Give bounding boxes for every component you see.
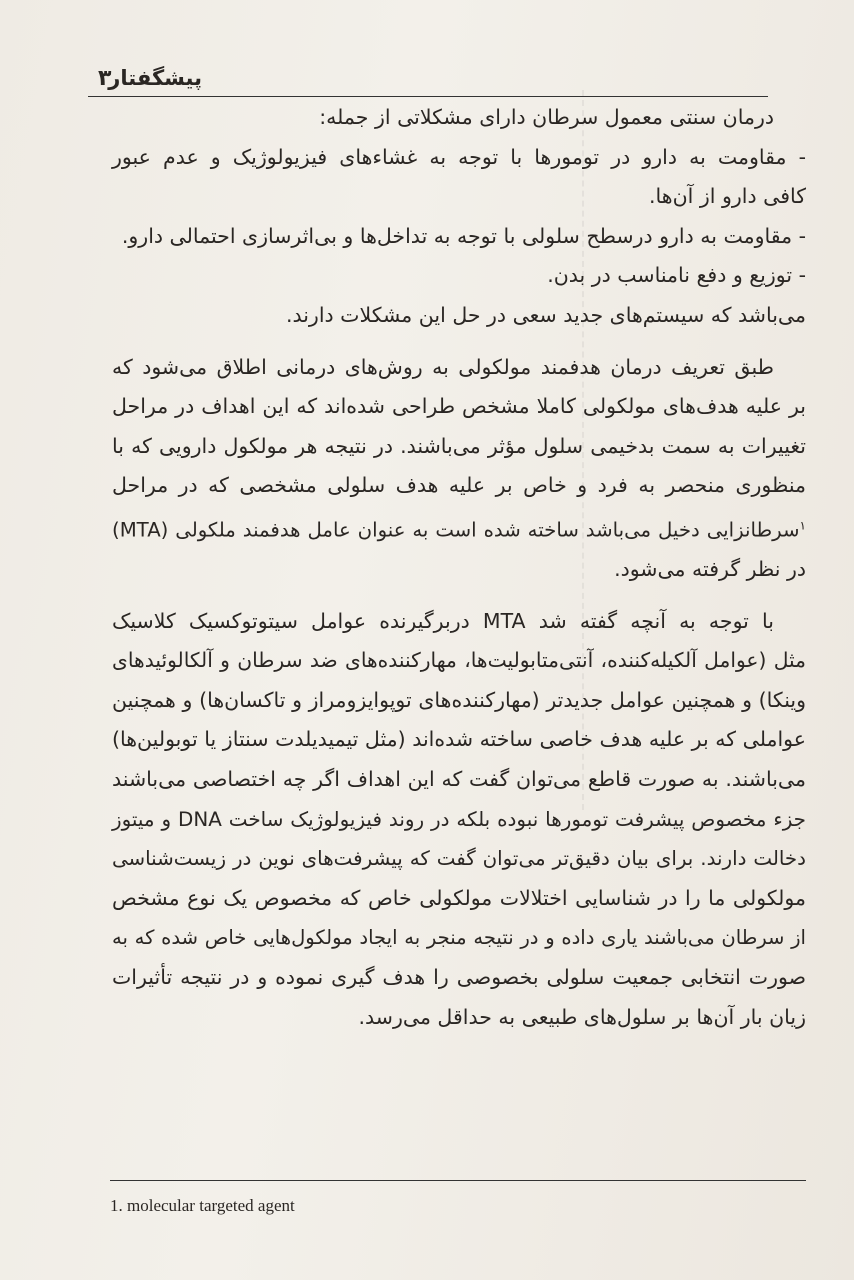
footnote: 1. molecular targeted agent	[110, 1196, 295, 1215]
text-line: - مقاومت به دارو در تومورها با توجه به غشاءهای فیزیولوژیک و عدم عبور	[112, 144, 806, 169]
text-line: می‌باشند. به صورت قاطع می‌توان گفت که این اهداف اگر چه اختصاصی می‌باشند	[112, 767, 806, 792]
text-line: در نظر گرفته می‌شود.	[614, 557, 806, 582]
running-title: پیشگفتار	[108, 66, 202, 90]
text-line: می‌باشد که سیستم‌های جدید سعی در حل این مشکلات دارند.	[285, 302, 806, 327]
text-line: دخالت دارند. برای بیان دقیق‌تر می‌توان گفت که پیشرفت‌های نوین در زیست‌شناسی	[112, 847, 806, 871]
text-line: زیان بار آن‌ها بر سلول‌های طبیعی به حداقل می‌رسد.	[358, 1004, 806, 1029]
text-line: مولکولی ما را در شناسایی اختلالات مولکولی خاص که مخصوص یک نوع مشخص	[112, 885, 806, 910]
text-line: با توجه به آنچه گفته شد MTA دربرگیرنده عوامل سیتوتوکسیک کلاسیک	[112, 608, 774, 633]
footnote-marker: ۱	[799, 517, 806, 532]
text-line: وینکا) و همچنین عوامل جدیدتر (مهارکننده‌های توپوایزومراز و تاکسان‌ها) و همچنین	[112, 687, 806, 712]
footnote-divider	[110, 1180, 806, 1181]
page-header	[88, 62, 768, 97]
text-line: - مقاومت به دارو درسطح سلولی با توجه به تداخل‌ها و بی‌اثرسازی احتمالی دارو.	[121, 223, 806, 248]
text-line: درمان سنتی معمول سرطان دارای مشکلاتی از جمله:	[319, 105, 774, 129]
text-line: جزء مخصوص پیشرفت تومورها نبوده بلکه در روند فیزیولوژیک ساخت DNA و میتوز	[112, 807, 806, 831]
text-line: تغییرات به سمت بدخیمی سلول مؤثر می‌باشند. در نتیجه هر مولکول دارویی که با	[112, 433, 806, 458]
text-line: از سرطان می‌باشند یاری داده و در نتیجه منجر به ایجاد مولکول‌هایی خاص شده که به	[112, 926, 806, 950]
page-number: ۳	[98, 66, 112, 91]
text-line: عواملی که بر علیه هدف خاصی ساخته شده‌اند (مثل تیمیدیلدت سنتاز یا توبولین‌ها)	[112, 727, 806, 752]
text-line: منظوری منحصر به فرد و خاص بر علیه هدف سلولی مشخصی که در مراحل	[112, 473, 806, 498]
text-line: - توزیع و دفع نامناسب در بدن.	[547, 263, 806, 288]
text-line: $^۱$سرطانزایی دخیل می‌باشد ساخته شده است به عنوان عامل هدفمند ملکولی (MTA)	[112, 517, 806, 542]
text-line: بر علیه هدف‌های مولکولی کاملا مشخص طراحی شده‌اند که این اهداف در مراحل	[112, 394, 806, 419]
text-line: کافی دارو از آن‌ها.	[649, 184, 806, 209]
text-line: مثل (عوامل آلکیله‌کننده، آنتی‌متابولیت‌ها، مهارکننده‌های ضد سرطان و آلکالوئیدهای	[112, 648, 806, 673]
text-line: صورت انتخابی جمعیت سلولی بخصوصی را هدف گیری نموده و در نتیجه تأثیرات	[112, 965, 806, 990]
body-text	[112, 98, 806, 1037]
text-line: طبق تعریف درمان هدفمند مولکولی به روش‌های درمانی اطلاق می‌شود که	[112, 354, 774, 379]
